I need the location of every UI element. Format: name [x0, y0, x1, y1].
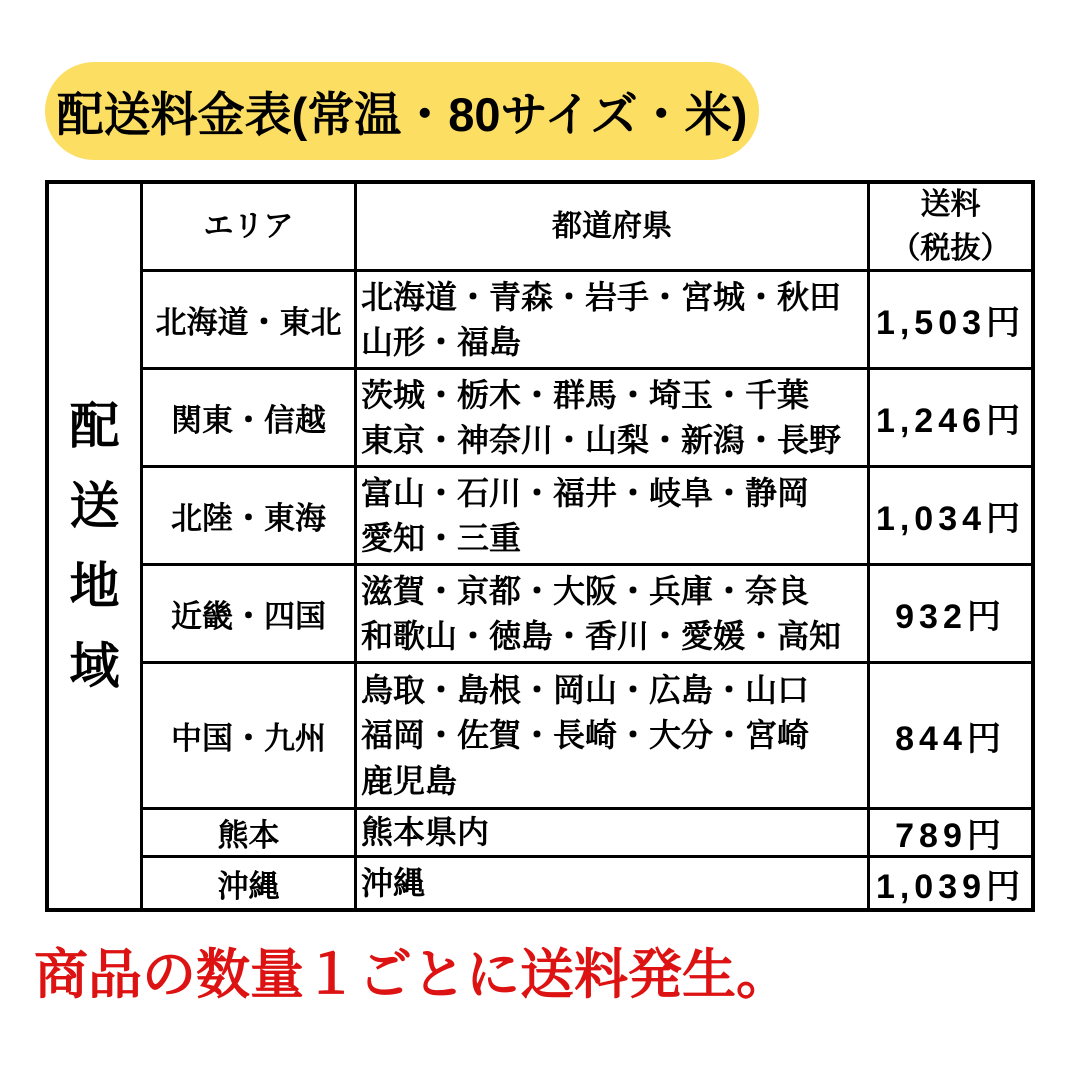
- table-row-prefectures: 鳥取・島根・岡山・広島・山口 福岡・佐賀・長崎・大分・宮崎 鹿児島: [357, 664, 870, 810]
- side-label-char: 送: [69, 478, 120, 534]
- header-area: エリア: [143, 184, 357, 272]
- table-row-area: 北陸・東海: [143, 468, 357, 566]
- title-banner: [45, 62, 759, 160]
- table-row-fee: 789円: [870, 810, 1031, 858]
- table-row-area: 沖縄: [143, 858, 357, 908]
- footnote-shipping-note: 商品の数量１ごとに送料発生。: [34, 945, 790, 1005]
- shipping-fee-table: [45, 180, 1035, 912]
- table-row-prefectures: 滋賀・京都・大阪・兵庫・奈良 和歌山・徳島・香川・愛媛・高知: [357, 566, 870, 664]
- page-title: 配送料金表(常温・80サイズ・米): [56, 87, 748, 141]
- table-row-area: 中国・九州: [143, 664, 357, 810]
- table-row-fee: 1,503円: [870, 272, 1031, 370]
- side-label-char: 配: [69, 398, 120, 454]
- table-row-fee: 1,034円: [870, 468, 1031, 566]
- table-row-area: 熊本: [143, 810, 357, 858]
- header-fee: 送料 （税抜）: [870, 184, 1031, 272]
- table-row-prefectures: 沖縄: [357, 858, 870, 908]
- table-row-prefectures: 熊本県内: [357, 810, 870, 858]
- table-row-prefectures: 北海道・青森・岩手・宮城・秋田 山形・福島: [357, 272, 870, 370]
- table-row-fee: 932円: [870, 566, 1031, 664]
- table-row-area: 近畿・四国: [143, 566, 357, 664]
- table-row-area: 関東・信越: [143, 370, 357, 468]
- header-prefectures: 都道府県: [357, 184, 870, 272]
- side-label-delivery-area: [49, 184, 143, 908]
- table-row-fee: 844円: [870, 664, 1031, 810]
- side-label-char: 域: [69, 638, 120, 694]
- table-row-prefectures: 茨城・栃木・群馬・埼玉・千葉 東京・神奈川・山梨・新潟・長野: [357, 370, 870, 468]
- table-row-fee: 1,039円: [875, 867, 1026, 906]
- side-label-char: 地: [69, 558, 120, 614]
- table-row-area: 北海道・東北: [143, 272, 357, 370]
- table-row-fee: 1,246円: [870, 370, 1031, 468]
- table-row-prefectures: 富山・石川・福井・岐阜・静岡 愛知・三重: [357, 468, 870, 566]
